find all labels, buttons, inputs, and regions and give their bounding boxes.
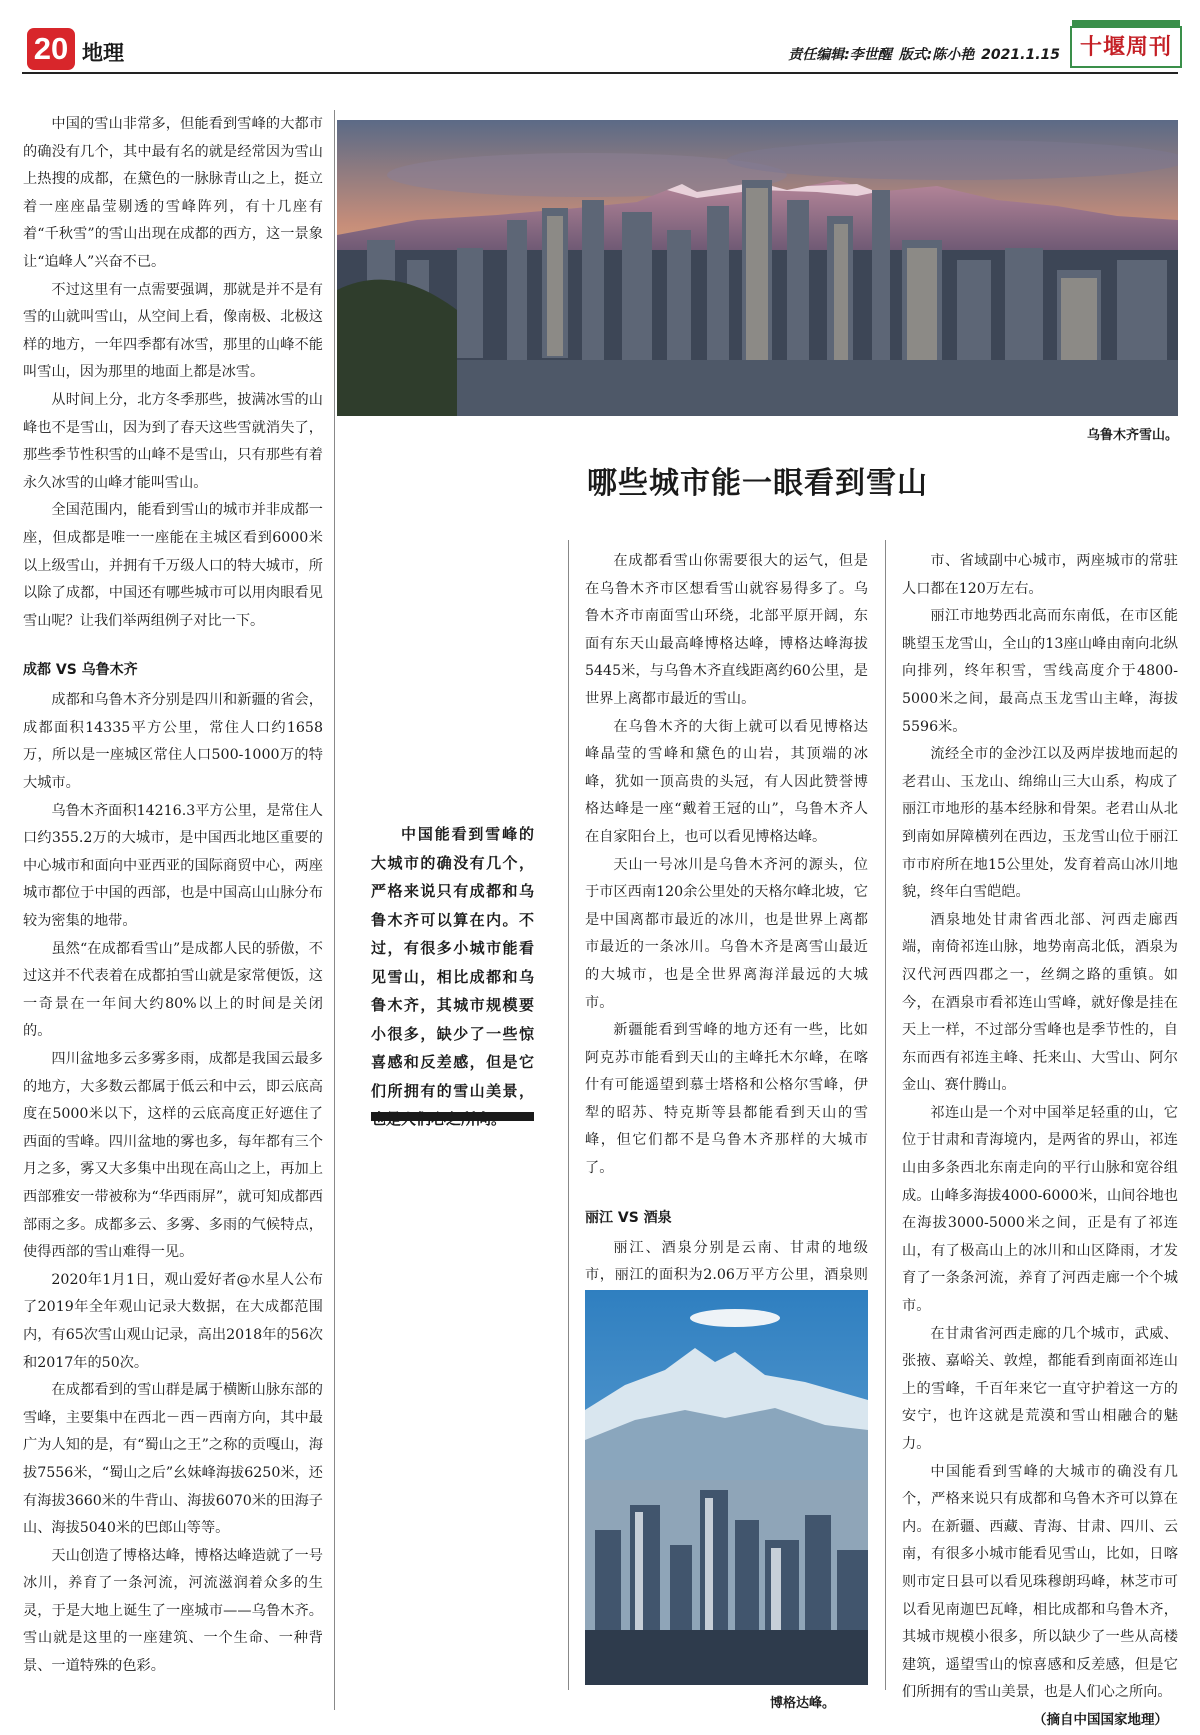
- urumqi-skyline-photo: [337, 120, 1178, 416]
- paragraph: 天山创造了博格达峰，博格达峰造就了一号冰川，养育了一条河流，河流滋润着众多的生灵，于是大地上诞生了一座城市——乌鲁木齐。雪山就是这里的一座建筑、一个生命、一种背景、一道特殊的色彩。: [23, 1547, 323, 1675]
- page-number: 20: [27, 28, 75, 70]
- paragraph: 市、省域副中心城市，两座城市的常驻人口都在120万左右。: [902, 553, 1178, 597]
- paragraph: 在成都看到的雪山群是属于横断山脉东部的雪峰，主要集中在西北－西－西南方向，其中最广为人知的是，有“蜀山之王”之称的贡嘎山，海拔7556米，“蜀山之后”幺妹峰海拔6250米，还有海拔3660米的牛背山、海拔6070米的田海子山、海拔5040米的巴郎山等等。: [23, 1382, 323, 1537]
- subheading-chengdu-urumqi: 成都 VS 乌鲁木齐: [23, 662, 138, 679]
- pull-quote-bar: [371, 1112, 534, 1121]
- paragraph: 丽江市地势西北高而东南低，在市区能眺望玉龙雪山，全山的13座山峰由南向北纵向排列，终年积雪，雪线高度介于4800-5000米之间，最高点玉龙雪山主峰，海拔5596米。: [902, 608, 1178, 735]
- paragraph: 在乌鲁木齐的大街上就可以看见博格达峰晶莹的雪峰和黛色的山岩，其顶端的冰峰，犹如一顶高贵的头冠，有人因此赞誉博格达峰是一座“戴着王冠的山”，乌鲁木齐人在自家阳台上，也可以看见博格达峰。: [585, 718, 868, 845]
- pull-quote: [371, 820, 534, 1134]
- header-rule: [22, 72, 1178, 74]
- text-column-3: [585, 548, 868, 1373]
- editor-credit: 责任编辑:李世醒: [788, 47, 892, 63]
- paragraph: 酒泉地处甘肃省西北部、河西走廊西端，南倚祁连山脉，地势南高北低，酒泉为汉代河西四郡之一，丝绸之路的重镇。如今，在酒泉市看祁连山雪峰，就好像是挂在天上一样，不过部分雪峰也是季节性的，自东而西有祁连主峰、托来山、大雪山、阿尔金山、赛什腾山。: [902, 911, 1178, 1094]
- source-credit: （摘自中国国家地理）: [1033, 1711, 1168, 1728]
- paragraph: 在成都看雪山你需要很大的运气，但是在乌鲁木齐市区想看雪山就容易得多了。乌鲁木齐市南面雪山环绕，北部平原开阔，东面有东天山最高峰博格达峰，博格达峰海拔5445米，与乌鲁木齐直线距离约60公里，是世界上离都市最近的雪山。: [585, 553, 868, 707]
- paragraph: 祁连山是一个对中国举足轻重的山，它位于甘肃和青海境内，是两省的界山，祁连山由多条西北东南走向的平行山脉和宽谷组成。山峰多海拔4000-6000米，山间谷地也在海拔3000-5000米之间，正是有了祁连山，有了极高山上的冰川和山区降雨，才发育了一条条河流，养育了河西走廊一个个城市。: [902, 1104, 1178, 1315]
- paragraph: 丽江、酒泉分别是云南、甘肃的地级市，丽江的面积为2.06万平方公里，酒泉则: [585, 1239, 868, 1284]
- paragraph: 流经全市的金沙江以及两岸拔地而起的老君山、玉龙山、绵绵山三大山系，构成了丽江市地形的基本经脉和骨架。老君山从北到南如屏障横列在西边，玉龙雪山位于丽江市市府所在地15公里处，发育着高山冰川地貌，终年白雪皑皑。: [902, 746, 1178, 901]
- column-divider: [885, 540, 886, 1690]
- layout-credit: 版式:陈小艳: [898, 47, 975, 63]
- bottom-photo-caption: 博格达峰。: [770, 1696, 836, 1711]
- paragraph: 从时间上分，北方冬季那些，披满冰雪的山峰也不是雪山，因为到了春天这些雪就消失了，那些季节性积雪的山峰不是雪山，只有那些有着永久冰雪的山峰才能叫雪山。: [23, 391, 323, 491]
- subheading-lijiang-jiuquan: 丽江 VS 酒泉: [585, 1209, 672, 1226]
- issue-date: 2021.1.15: [981, 47, 1060, 63]
- paragraph: 成都和乌鲁木齐分别是四川和新疆的省会，成都面积14335平方公里，常住人口约1658万，所以是一座城区常住人口500-1000万的特大城市。: [23, 692, 323, 792]
- paragraph: 在甘肃省河西走廊的几个城市，武威、张掖、嘉峪关、敦煌，都能看到南面祁连山上的雪峰，千百年来它一直守护着这一方的安宁，也许这就是荒漠和雪山相融合的魅力。: [902, 1325, 1178, 1452]
- credits: [786, 44, 1060, 64]
- paragraph: 中国能看到雪峰的大城市的确没有几个，严格来说只有成都和乌鲁木齐可以算在内。在新疆、西藏、青海、甘肃、四川、云南，有很多小城市能看见雪山，比如，日喀则市定日县可以看见珠穆朗玛峰，林芝市可以看见南迦巴瓦峰，相比成都和乌鲁木齐，其城市规模小很多，所以缺少了一些从高楼建筑，遥望雪山的惊喜感和反差感，但是它们所拥有的雪山美景，也是人们心之所向。: [902, 1463, 1178, 1701]
- pull-quote-text: 中国能看到雪峰的大城市的确没有几个，严格来说只有成都和乌鲁木齐可以算在内。不过，有很多小城市能看见雪山，相比成都和乌鲁木齐，其城市规模要小很多，缺少了一些惊喜感和反差感，但是它们所拥有的雪山美景，: [371, 825, 534, 1100]
- section-title: 地理: [82, 41, 124, 65]
- page-header: [0, 0, 1200, 84]
- bogda-peak-photo: [585, 1290, 868, 1685]
- paragraph: 2020年1月1日，观山爱好者@水星人公布了2019年全年观山记录大数据，在大成都范围内，有65次雪山观山记录，高出2018年的56次和2017年的50次。: [23, 1271, 323, 1371]
- text-column-4: [902, 548, 1178, 1735]
- paragraph: 虽然“在成都看雪山”是成都人民的骄傲，不过这并不代表着在成都拍雪山就是家常便饭，这一奇景在一年间大约80%以上的时间是关闭的。: [23, 940, 323, 1040]
- column-divider: [334, 110, 335, 1710]
- text-column-1: [23, 111, 323, 1681]
- paragraph: 四川盆地多云多雾多雨，成都是我国云最多的地方，大多数云都属于低云和中云，即云底高度在5000米以下，这样的云底高度正好遮住了西面的雪峰。四川盆地的雾也多，每年都有三个月之多，雾又大多集中出现在高山之上，再加上西部雅安一带被称为“华西雨屏”，就可知成都西部雨之多。成都多云、多雾、多雨的气候特点，使得西部的雪山难得一见。: [23, 1051, 323, 1261]
- article-headline: 哪些城市能一眼看到雪山: [587, 466, 928, 501]
- paragraph: 中国的雪山非常多，但能看到雪峰的大都市的确没有几个，其中最有名的就是经常因为雪山上热搜的成都，在黛色的一脉脉青山之上，挺立着一座座晶莹剔透的雪峰阵列，有十几座有着“千秋雪”的雪山出现在成都的西方，这一景象让“追峰人”兴奋不已。: [23, 116, 323, 270]
- paragraph: 乌鲁木齐面积14216.3平方公里，是常住人口约355.2万的大城市，是中国西北地区重要的中心城市和面向中亚西亚的国际商贸中心，两座城市都位于中国的西部，也是中国高山山脉分布较为密集的地带。: [23, 802, 323, 930]
- masthead-logo: 十堰周刊: [1070, 26, 1182, 68]
- paragraph: 天山一号冰川是乌鲁木齐河的源头，位于市区西南120余公里处的天格尔峰北坡，它是中国离都市最近的冰川，也是世界上离都市最近的一条冰川。乌鲁木齐是离雪山最近的大城市，也是全世界离海洋最远的大城市。: [585, 856, 868, 1011]
- paragraph: 不过这里有一点需要强调，那就是并不是有雪的山就叫雪山，从空间上看，像南极、北极这样的地方，一年四季都有冰雪，那里的山峰不能叫雪山，因为那里的地面上都是冰雪。: [23, 281, 323, 381]
- column-divider: [568, 540, 569, 1690]
- paragraph: 全国范围内，能看到雪山的城市并非成都一座，但成都是唯一一座能在主城区看到6000米以上级雪山，并拥有千万级人口的特大城市，所以除了成都，中国还有哪些城市可以用肉眼看见雪山呢？让我们举两组例子对比一下。: [23, 502, 323, 629]
- paragraph: 新疆能看到雪峰的地方还有一些，比如阿克苏市能看到天山的主峰托木尔峰，在喀什有可能遥望到慕士塔格和公格尔雪峰，伊犁的昭苏、特克斯等县都能看到天山的雪峰，但它们都不是乌鲁木齐那样的大城市了。: [585, 1022, 868, 1177]
- top-photo-caption: 乌鲁木齐雪山。: [1086, 428, 1178, 443]
